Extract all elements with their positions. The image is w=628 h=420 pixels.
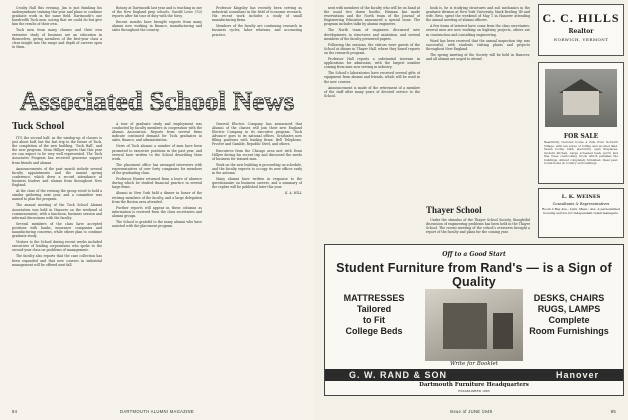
masthead-banner — [14, 84, 300, 116]
rand-mattresses — [339, 293, 409, 337]
rand-write-booklet: Write for Booklet — [450, 361, 498, 367]
col3-top-paragraph: Professor Kingsley has recently been serving as industrial consultant in the field of economic research. His recent work includes a study of small manufacturing firms. — [212, 6, 302, 23]
right-col1-text: next with members of the faculty who will be on hand at the usual two dozen booths. Hinman has made reservations and the North team of the Journal of Engineering Education announced a special issue. The program includes talks by alumni engineers. The North team of engineers discussed new developments in structures and sanitation, and several members of the faculty presented papers. Following the sessions, the visitors were guests of the School at dinner in Thayer Hall, where they heard reports on the research program. Professor Hall reports a substantial increase in applications for admission, with the largest number coming from men now serving in industry. The School's laboratories have received several gifts of equipment from alumni and friends, which will be used in the new courses. Announcement is made of the retirement of a member of the staff after many years of devoted service to the School. — [324, 6, 420, 98]
right-col1-paragraph: next with members of the faculty who will be on hand at the usual two dozen booths. Hinman has made reservations and the North team of the Journal of Engineering Education announced a special issue. The program includes talks by alumni engineers. — [324, 6, 420, 27]
tuck-signature: K. A. HILL — [284, 191, 302, 196]
col2-body-paragraph: A tour of graduate study and employment was conducted by faculty members in cooperation with the Alumni Association. Reports from several firms indicate continued demand for Tuck graduates in sales, finance, and administration. — [112, 122, 202, 143]
rand-left-line2: Tailored — [356, 304, 392, 314]
furniture-photo — [425, 289, 523, 361]
hills-name: C. C. HILLS — [542, 11, 620, 25]
right-page-number: 85 — [610, 409, 616, 414]
rand-desks — [529, 293, 609, 337]
weines-addr: Room 2 Bay Ave., Lynn, Mass.; Ave. A personalized housing service for independent retail managers. — [542, 207, 620, 215]
masthead-title: Associated School News — [19, 86, 295, 116]
right-col2-text: book is, he is studying structures and soil mechanics in the graduate division at New York University. Mark Beeling '49 and wife, Betz, spent the weekend of May 1 in Hanover attending the annual meeting of alumni officers. A few items of interest have come from the class secretaries: several men are now working on highway projects, others are in construction and consulting engineering. Word has been received that the annual inspection trip was successful, with students visiting plants and projects throughout New England. The spring meeting of the Society will be held in Hanover, and all alumni are urged to attend. — [426, 6, 530, 62]
ad-weines — [538, 188, 624, 238]
rand-company: G. W. RAND & SON — [349, 370, 448, 380]
left-page-number: 84 — [12, 409, 18, 414]
rand-headquarters: Dartmouth Furniture Headquarters — [419, 382, 529, 388]
rand-town: Hanover — [555, 370, 599, 380]
col2-top-paragraph: Botany at Dartmouth last year and is teaching in one of the New England prep schools. Garold Lowe ('53) reports after his tour of duty with the Navy. — [112, 6, 202, 19]
ad-for-sale — [538, 62, 624, 184]
thayer-body-text — [426, 218, 530, 240]
rand-left-line4: College Beds — [345, 326, 403, 336]
rand-established: ESTABLISHED 1865 — [458, 389, 490, 393]
weines-name: L. K. WEINES — [561, 194, 601, 200]
rand-right-line1: DESKS, CHAIRS — [533, 293, 605, 303]
hills-place: NORWICH, VERMONT — [553, 37, 609, 42]
col1-top-paragraph: Crosby Hall this evening. Jim is just finishing his undergraduate training this year and plans to continue graduate work in the same field. Dartmouth's one hundredth Tuck men, noting that we could do but give him the results of their own. — [12, 6, 102, 27]
rand-right-line4: Room Furnishings — [529, 326, 609, 336]
for-sale-body: Beautifully restored house a mile from Norwich Village, with ten acres of rolling and wooded land. Seven rooms, bath, electricity, open fireplaces, modern kitchen. Large screened back porch and fine trees overlooking brook which parallels the buildings. Almost completely furnished. Ideal year-round home in country surroundings. — [544, 140, 618, 165]
masthead — [14, 84, 300, 116]
thayer-school-title: Thayer School — [426, 205, 482, 215]
issue-label: Issue of JUNE 1949 — [449, 409, 493, 414]
rand-left-line3: to Fit — [363, 315, 385, 325]
col2-top-text: Botany at Dartmouth last year and is teaching in one of the New England prep schools. Garold Lowe ('53) reports after his tour of duty with the Navy. Recent months have brought reports from many alumni now working in finance, manufacturing and sales throughout the country. — [112, 6, 202, 33]
ad-cc-hills — [538, 4, 624, 56]
rand-right-line2: RUGS, LAMPS — [537, 304, 601, 314]
rand-tagline: Off to a Good Start — [442, 251, 506, 258]
rand-left-line1: MATTRESSES — [343, 293, 405, 303]
rand-headline: Student Furniture from Rand's — is a Sign of Quality — [336, 261, 612, 289]
col1-top-text: Crosby Hall this evening. Jim is just finishing his undergraduate training this year and plans to continue graduate work in the same field. Dartmouth's one hundredth Tuck men, noting that we could do but give him the results of their own. Tuck men from many classes and their own extensive study of business are an education in themselves, giving members of the first-year class a clear insight into the range and depth of careers open to them. — [12, 6, 102, 49]
for-sale-heading: FOR SALE — [563, 133, 599, 140]
thayer-body-paragraph: Under the stimulus of the Thayer School Society, thoughtful discussion of engineering problems has been held in the Thayer School. The recent meeting of the school's overseers brought a report of the faculty and plans for the coming year. — [426, 218, 530, 235]
col3-body-paragraph: General Electric Company has announced that Alumni of the classes will join their new England Electric Company in its executive program. 'Tuck Advance' goes to its national offices. Graduates now filling positions with leading firms: Bell Telephone, Procter and Gamble, Republic Steel, and others. — [212, 122, 302, 147]
col1-body-paragraph: IT'S the second half, as the windup-up of classes is just about half, but the last trip to the future of Tuck, the completion of the new building, 'Tuck Hall', and the new program. Dean Hillyer reports that this year we can expect to be very well represented. The Tuck Associates Program has received generous support from friends and alumni. — [12, 136, 102, 165]
rand-name-bar — [325, 369, 623, 381]
house-photo — [545, 69, 617, 127]
col3-top-text: Professor Kingsley has recently been serving as industrial consultant in the field of economic research. His recent work includes a study of small manufacturing firms. Members of the faculty are continuing research in business cycles, labor relations, and accounting practice. — [212, 6, 302, 37]
right-page — [314, 0, 628, 420]
rand-right-line3: Complete — [548, 315, 590, 325]
right-col2-paragraph: book is, he is studying structures and soil mechanics in the graduate division at New York University. Mark Beeling '49 and wife, Betz, spent the weekend of May 1 in Hanover attending the annual meeting of alumni officers. — [426, 6, 530, 23]
tuck-school-title: Tuck School — [12, 121, 65, 132]
col1-body-text: IT'S the second half, as the windup-up of classes is just about half, but the last trip to the future of Tuck, the completion of the new building, 'Tuck Hall', and the new program. Dean Hillyer reports that this year we can expect to be very well represented. The Tuck Associates Program has received generous support from friends and alumni. Announcements of the past month include several faculty appointments and the annual spring conference, which drew a record attendance of business leaders and alumni from throughout New England. At the close of the evening the group voted to hold a similar gathering next year, and a committee was named to plan the program. The annual meeting of the Tuck School Alumni Association was held in Hanover on the weekend of commencement, with a luncheon, business session and informal discussions with the faculty. Several members of the class have accepted positions with banks, insurance companies and manufacturing concerns, while others plan to continue graduate study. Visitors to the School during recent weeks included executives of leading corporations who spoke to the second-year class on problems of management. The faculty also reports that the case collection has been expanded and that new courses in industrial management will be offered next fall. — [12, 136, 102, 267]
magazine-footer: DARTMOUTH ALUMNI MAGAZINE — [120, 409, 194, 414]
col3-body-text: General Electric Company has announced that Alumni of the classes will join their new England Electric Company in its executive program. 'Tuck Advance' goes to its national offices. Graduates now filling positions with leading firms: Bell Telephone, Procter and Gamble, Republic Steel, and others. Executives from the Chicago area met with Dean Hillyer during his recent trip and discussed the needs of business for trained men. Work on the new building is proceeding on schedule, and the faculty expects to occupy its new offices early in the autumn. Many alumni have written in response to the questionnaire on business careers, and a summary of the replies will be published later this year. K. A. HILL — [212, 122, 302, 196]
weines-sub: Consultants & Representatives — [552, 202, 610, 206]
col2-body-text: A tour of graduate study and employment was conducted by faculty members in cooperation with the Alumni Association. Reports from several firms indicate continued demand for Tuck graduates in sales, finance, and administration. News of Tuck alumni: a number of men have been promoted to executive positions in the past year, and several have written to the School describing their work. The placement office has arranged interviews with representatives of over forty companies for members of the graduating class. Professor Hunter returned from a leave of absence during which he studied financial practice in several large firms. Alumni in New York held a dinner in honor of the retiring members of the faculty, and a large delegation from the Boston area attended. Further reports will appear in these columns as information is received from the class secretaries and alumni groups. The School is grateful to the many alumni who have assisted with the placement program. — [112, 122, 202, 229]
ad-rand-furniture — [324, 244, 624, 396]
hills-title: Realtor — [568, 28, 594, 35]
